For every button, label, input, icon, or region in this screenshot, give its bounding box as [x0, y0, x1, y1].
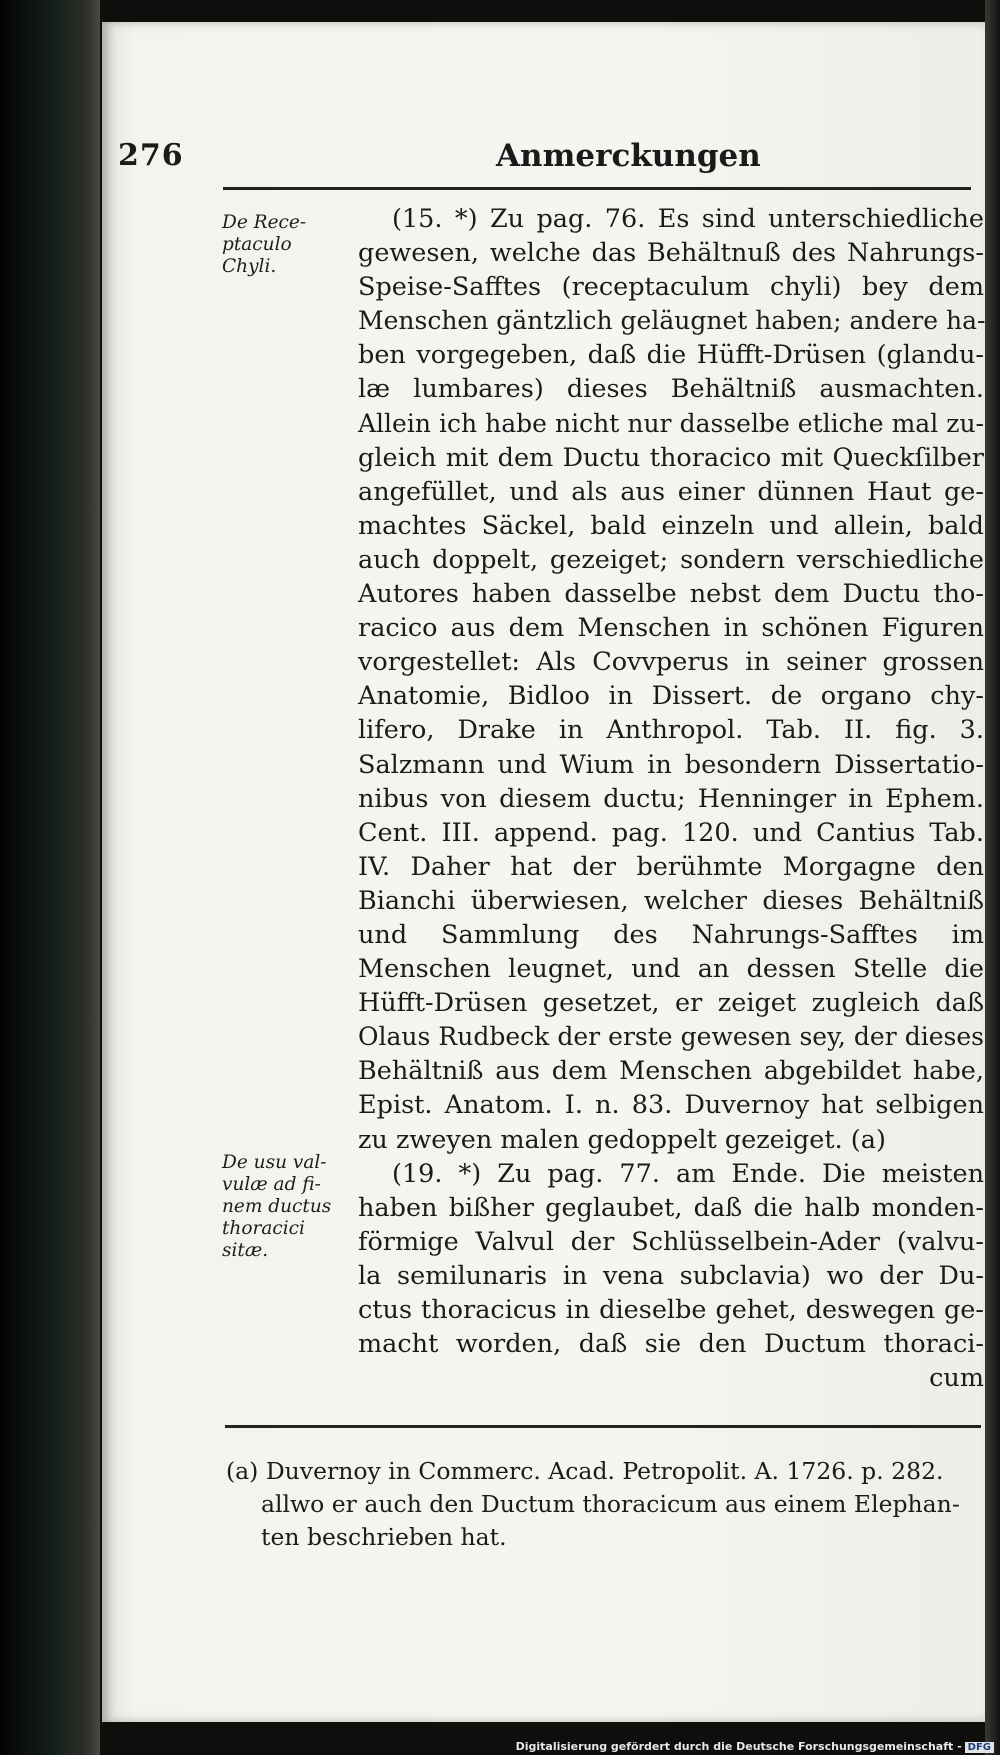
margin-note-line: De usu val- — [222, 1152, 327, 1173]
text-line: gleich mit dem Ductu thoracico mit Queckſilber — [358, 442, 984, 473]
footnote-line: (a) Duvernoy in Commerc. Acad. Petropolit. A. 1726. p. 282. — [226, 1457, 944, 1485]
margin-note-line: De Rece- — [222, 212, 307, 233]
text-line: nibus von diesem ductu; Henninger in Ephem. — [358, 783, 984, 814]
text-line: förmige Valvul der Schlüsselbein-Ader (valvu- — [358, 1226, 984, 1257]
text-line: læ lumbares) dieses Behältniß ausmachten. — [358, 374, 984, 405]
margin-note-line: sitæ. — [222, 1240, 269, 1261]
text-line: Olaus Rudbeck der erste gewesen sey, der dieses — [358, 1022, 984, 1052]
text-line: Speise-Safftes (receptaculum chyli) bey dem — [358, 272, 984, 303]
text-line: auch doppelt, gezeiget; sondern verschiedliche — [358, 544, 984, 575]
text-line: IV. Daher hat der berühmte Morgagne den — [358, 851, 984, 882]
text-line: Bianchi überwiesen, welcher dieses Behältniß — [358, 885, 984, 916]
dfg-logo: DFG — [965, 1742, 994, 1753]
text-line: Cent. III. append. pag. 120. und Cantius Tab. — [358, 817, 984, 848]
margin-note-valvula — [222, 1152, 350, 1262]
text-line: vorgestellet: Als Covvperus in seiner grossen — [358, 647, 984, 678]
footnote-line: allwo er auch den Ductum thoracicum aus einem Elephan- — [261, 1490, 960, 1518]
text-line: Menschen gäntzlich geläugnet haben; andere ha- — [358, 306, 986, 336]
catchword: cum — [929, 1363, 984, 1394]
scan-background-left — [0, 0, 100, 1755]
margin-note-line: ptaculo — [222, 234, 292, 255]
margin-note-receptaculo — [222, 212, 350, 278]
page-number: 276 — [118, 138, 184, 173]
text-line: Behältniß aus dem Menschen abgebildet habe, — [358, 1056, 984, 1087]
text-line: angefüllet, und als aus einer dünnen Haut ge- — [358, 476, 984, 507]
text-line: la semilunaris in vena subclavia) wo der Du- — [358, 1260, 984, 1291]
text-line: (15. *) Zu pag. 76. Es sind unterschiedliche — [392, 204, 984, 234]
running-title: Anmerckungen — [496, 138, 761, 174]
text-line: Anatomie, Bidloo in Dissert. de organo chy- — [358, 681, 984, 712]
footnote-line: ten beschrieben hat. — [261, 1523, 507, 1551]
margin-note-line: nem ductus — [222, 1196, 332, 1217]
text-line: Epist. Anatom. I. n. 83. Duvernoy hat selbigen — [358, 1090, 984, 1121]
text-line: (19. *) Zu pag. 77. am Ende. Die meisten — [392, 1158, 984, 1189]
page-header — [118, 138, 978, 182]
text-line: Menschen leugnet, und an dessen Stelle die — [358, 954, 984, 985]
text-line: zu zweyen malen gedoppelt gezeiget. (a) — [358, 1124, 886, 1155]
footnote-rule — [225, 1425, 981, 1428]
text-line: Hüfft-Drüsen gesetzet, er zeiget zugleich daß — [358, 988, 984, 1019]
footnote — [226, 1455, 986, 1554]
text-line: lifero, Drake in Anthropol. Tab. II. fig. 3. — [358, 715, 984, 746]
text-line: racico aus dem Menschen in schönen Figuren — [358, 613, 984, 644]
text-line: machtes Säckel, bald einzeln und allein, bald — [358, 510, 984, 541]
text-line: ctus thoracicus in dieselbe gehet, deswegen ge- — [358, 1295, 984, 1325]
main-text — [358, 202, 984, 1395]
digitization-credit — [516, 1740, 994, 1753]
text-line: Autores haben dasselbe nebst dem Ductu tho- — [358, 579, 984, 610]
margin-note-line: Chyli. — [222, 256, 277, 277]
text-line: Allein ich habe nicht nur dasselbe etliche mal zu- — [358, 408, 984, 438]
text-line: ben vorgegeben, daß die Hüfft-Drüsen (glandu- — [358, 340, 984, 371]
text-line: haben bißher geglaubet, daß die halb monden- — [358, 1192, 984, 1223]
text-line: und Sammlung des Nahrungs-Safftes im — [358, 919, 984, 950]
text-line: gewesen, welche das Behältnuß des Nahrungs- — [358, 238, 984, 269]
credit-text: Digitalisierung gefördert durch die Deutsche Forschungsgemeinschaft - — [515, 1740, 962, 1753]
header-rule — [223, 187, 971, 190]
margin-note-line: vulæ ad fi- — [222, 1174, 321, 1195]
scan-background-right — [985, 0, 1000, 1755]
margin-note-line: thoracici — [222, 1218, 305, 1239]
text-line: macht worden, daß sie den Ductum thoraci- — [358, 1329, 984, 1360]
text-line: Salzmann und Wium in besondern Dissertatio- — [358, 749, 984, 780]
